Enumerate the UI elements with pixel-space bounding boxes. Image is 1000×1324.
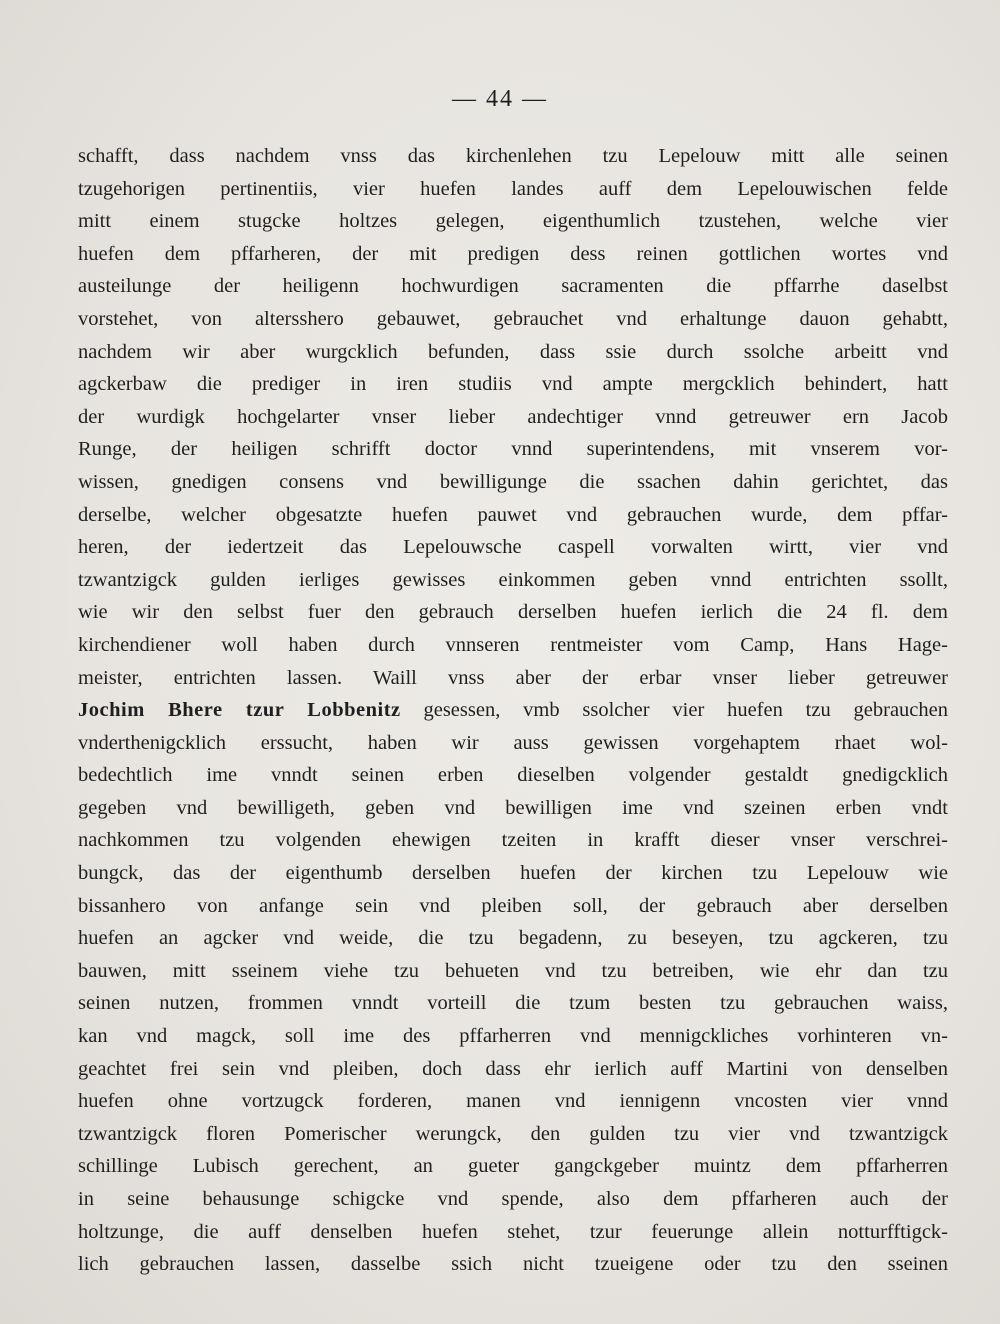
- text-line: bedechtlich ime vnndt seinen erben dieselben volgender gestaldt gnedigcklich: [78, 764, 948, 787]
- text-line: tzugehorigen pertinentiis, vier huefen landes auff dem Lepelouwischen felde: [78, 177, 948, 200]
- text-line: huefen an agcker vnd weide, die tzu begadenn, zu beseyen, tzu agckeren, tzu: [78, 927, 948, 950]
- text-line: lich gebrauchen lassen, dasselbe ssich nicht tzueigene oder tzu den sseinen: [78, 1253, 948, 1276]
- text-line: tzwantzigck gulden ierliges gewisses einkommen geben vnnd entrichten ssollt,: [78, 568, 948, 591]
- text-line: agckerbaw die prediger in iren studiis vnd ampte mergcklich behindert, hatt: [78, 373, 948, 396]
- text-line: holtzunge, die auff denselben huefen stehet, tzur feuerunge allein notturfftigck-: [78, 1220, 948, 1243]
- person-name: Jochim Bhere tzur Lobbenitz: [78, 699, 401, 722]
- text-line: der wurdigk hochgelarter vnser lieber andechtiger vnnd getreuwer ern Jacob: [78, 405, 948, 428]
- text-line-rest: gesessen, vmb ssolcher vier huefen tzu gebrauchen: [423, 699, 949, 722]
- text-line: tzwantzigck floren Pomerischer werungck, den gulden tzu vier vnd tzwantzigck: [78, 1122, 948, 1145]
- text-line: Runge, der heiligen schrifft doctor vnnd superintendens, mit vnserem vor-: [78, 438, 948, 461]
- text-line: bauwen, mitt sseinem viehe tzu behueten vnd tzu betreiben, wie ehr dan tzu: [78, 959, 948, 982]
- text-line: in seine behausunge schigcke vnd spende, also dem pffarheren auch der: [78, 1188, 948, 1210]
- text-line: heren, der iedertzeit das Lepelouwsche caspell vorwalten wirtt, vier vnd: [78, 536, 948, 559]
- text-line: vorstehet, von altersshero gebauwet, gebrauchet vnd erhaltunge dauon gehabtt,: [78, 307, 948, 330]
- body-text: [78, 140, 948, 1281]
- text-line: schafft, dass nachdem vnss das kirchenlehen tzu Lepelouw mitt alle seinen: [78, 145, 948, 167]
- page-number: — 44 —: [452, 86, 548, 112]
- text-line: meister, entrichten lassen. Waill vnss aber der erbar vnser lieber getreuwer: [78, 666, 948, 689]
- text-line: bissanhero von anfange sein vnd pleiben soll, der gebrauch aber derselben: [78, 894, 948, 917]
- text-line: vnderthenigcklich erssucht, haben wir auss gewissen vorgehaptem rhaet wol-: [78, 731, 948, 754]
- text-line: kan vnd magck, soll ime des pffarherren vnd mennigckliches vorhinteren vn-: [78, 1025, 948, 1048]
- text-line: bungck, das der eigenthumb derselben huefen der kirchen tzu Lepelouw wie: [78, 862, 948, 885]
- text-line: mitt einem stugcke holtzes gelegen, eigenthumlich tzustehen, welche vier: [78, 210, 948, 233]
- text-line: wie wir den selbst fuer den gebrauch derselben huefen ierlich die 24 fl. dem: [78, 601, 948, 624]
- text-line: geachtet frei sein vnd pleiben, doch dass ehr ierlich auff Martini von denselben: [78, 1057, 948, 1080]
- text-line: wissen, gnedigen consens vnd bewilligunge die ssachen dahin gerichtet, das: [78, 470, 948, 493]
- text-line: schillinge Lubisch gerechent, an gueter gangckgeber muintz dem pffarherren: [78, 1155, 948, 1178]
- text-line: austeilunge der heiligenn hochwurdigen sacramenten die pffarrhe daselbst: [78, 275, 948, 298]
- text-line: huefen ohne vortzugck forderen, manen vnd iennigenn vncosten vier vnnd: [78, 1090, 948, 1113]
- text-line: huefen dem pffarheren, der mit predigen dess reinen gottlichen wortes vnd: [78, 242, 948, 265]
- text-line: gegeben vnd bewilligeth, geben vnd bewilligen ime vnd szeinen erben vndt: [78, 796, 948, 819]
- text-line: seinen nutzen, frommen vnndt vorteill die tzum besten tzu gebrauchen waiss,: [78, 992, 948, 1015]
- text-line-with-name: [78, 694, 948, 727]
- text-line: nachkommen tzu volgenden ehewigen tzeiten in krafft dieser vnser verschrei-: [78, 829, 948, 852]
- text-line: nachdem wir aber wurgcklich befunden, dass ssie durch ssolche arbeitt vnd: [78, 340, 948, 363]
- text-line: kirchendiener woll haben durch vnnseren rentmeister vom Camp, Hans Hage-: [78, 633, 948, 656]
- text-line: derselbe, welcher obgesatzte huefen pauwet vnd gebrauchen wurde, dem pffar-: [78, 503, 948, 526]
